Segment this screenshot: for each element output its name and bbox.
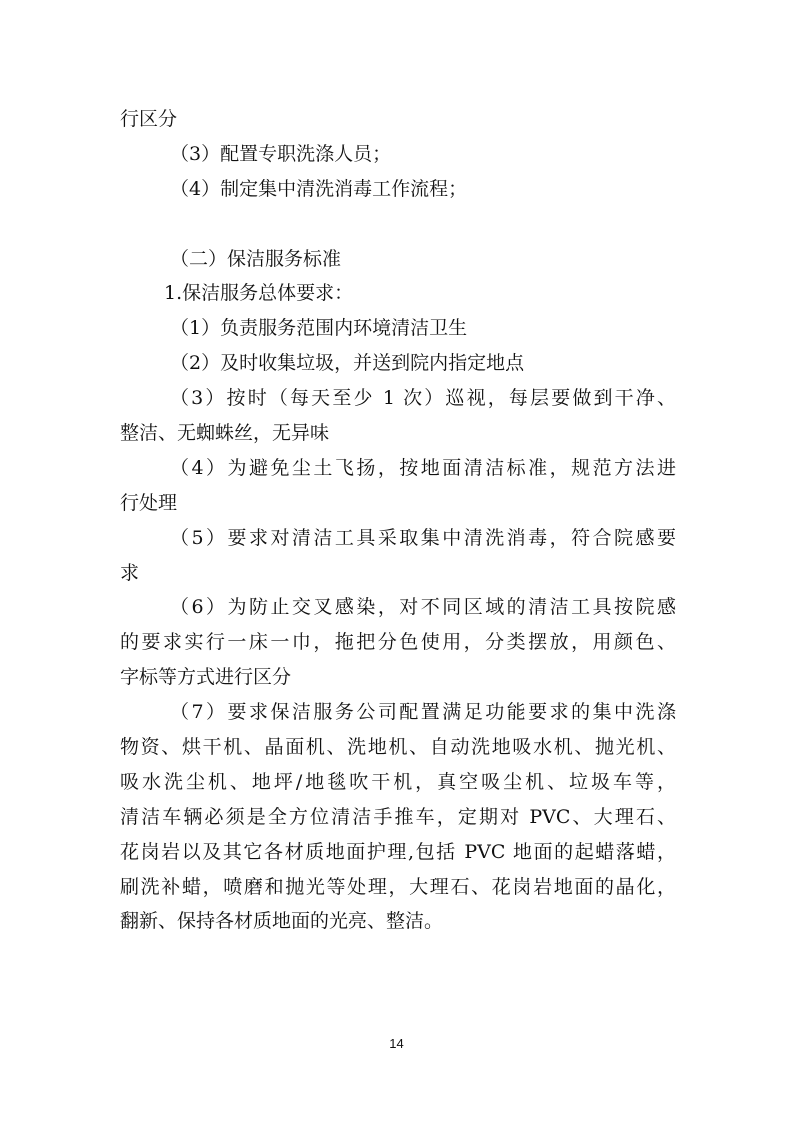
- paragraph-line: 求: [120, 561, 140, 584]
- list-item: （3）按时（每天至少 1 次）巡视，每层要做到干净、: [170, 387, 676, 410]
- paragraph-line: 吸水洗尘机、地坪/地毯吹干机，真空吸尘机、垃圾车等，: [120, 770, 676, 793]
- page-body: [120, 102, 676, 939]
- list-item: （4）制定集中清洗消毒工作流程；: [170, 177, 468, 200]
- paragraph-line: 刷洗补蜡，喷磨和抛光等处理，大理石、花岗岩地面的晶化，: [120, 875, 676, 898]
- list-item: （4）为避免尘土飞扬，按地面清洁标准，规范方法进: [170, 456, 676, 479]
- paragraph-line: 清洁车辆必须是全方位清洁手推车，定期对 PVC、大理石、: [120, 805, 676, 828]
- list-item: （7）要求保洁服务公司配置满足功能要求的集中洗涤: [170, 701, 676, 724]
- list-item: （3）配置专职洗涤人员；: [170, 142, 392, 165]
- subsection-heading: 1.保洁服务总体要求：: [164, 282, 354, 305]
- paragraph-line: 花岗岩以及其它各材质地面护理,包括 PVC 地面的起蜡落蜡，: [120, 840, 676, 863]
- page-number: 14: [389, 1036, 404, 1051]
- list-item: （6）为防止交叉感染，对不同区域的清洁工具按院感: [170, 596, 676, 619]
- list-item: （1）负责服务范围内环境清洁卫生: [170, 317, 468, 340]
- paragraph-line: 行处理: [120, 491, 178, 514]
- section-heading: （二）保洁服务标准: [170, 247, 342, 270]
- paragraph-line: 物资、烘干机、晶面机、洗地机、自动洗地吸水机、抛光机、: [120, 736, 676, 759]
- list-item: （2）及时收集垃圾，并送到院内指定地点: [170, 352, 525, 375]
- list-item: （5）要求对清洁工具采取集中清洗消毒，符合院感要: [170, 526, 676, 549]
- paragraph-line: 整洁、无蜘蛛丝，无异味: [120, 422, 330, 445]
- paragraph-line: 的要求实行一床一巾，拖把分色使用，分类摆放，用颜色、: [120, 631, 676, 654]
- blank-line: [120, 207, 676, 242]
- paragraph-line: 翻新、保持各材质地面的光亮、整洁。: [120, 910, 444, 933]
- paragraph-line: 字标等方式进行区分: [120, 666, 292, 689]
- paragraph-line: 行区分: [120, 108, 178, 130]
